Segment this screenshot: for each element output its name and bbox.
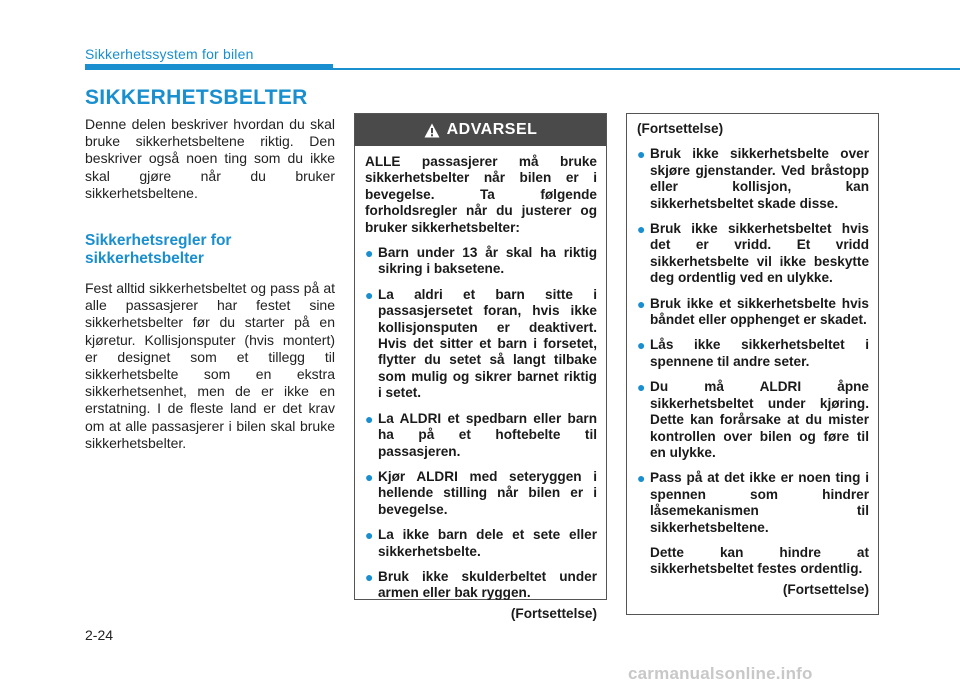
header-accent-bar [85,64,333,70]
warning-list [365,245,597,602]
watermark: carmanualsonline.info [628,664,813,683]
list-item: ● Barn under 13 år skal ha riktig sikring i baksetene. [365,245,597,277]
list-item: ● Bruk ikke sikkerhetsbelte over skjøre gjenstander. Ved bråstopp eller kollisjon, kan sikkerhetsbeltet skade disse. [637,146,869,211]
warning-box [354,113,607,621]
list-item: ● La ALDRI et spedbarn eller barn ha på et hoftebelte til passasjeren. [365,410,597,459]
list-item: ● Bruk ikke et sikkerhetsbelte hvis båndet eller opphenget er skadet. [637,295,869,328]
section-title: SIKKERHETSBELTER [85,86,308,109]
list-item: ● Pass på at det ikke er noen ting i spennen som hindrer låsemekanismen til sikkerhetsbeltene. [637,470,869,535]
bullet-icon: ● [637,221,646,238]
list-item: ● Kjør ALDRI med seteryggen i hellende stilling når bilen er i bevegelse. [365,468,597,517]
body-paragraph: Fest alltid sikkerhetsbeltet og pass på at alle passasjerer har festet sine sikkerhetsbelter før du starter på en kjøretur. Kollisjonsputer (hvis montert) er designet som et tillegg til sikkerhetsbelte som en ekstra sikkerhetsenhet, men de er ikke en erstatning. I de fleste land er det krav om at alle passasjerer i bilen skal bruke sikkerhetsbelter. [85,280,335,451]
continued-note: Dette kan hindre at sikkerhetsbeltet festes ordentlig. [650,544,869,577]
warning-intro: ALLE passasjerer må bruke sikkerhetsbelter når bilen er i bevegelse. Ta følgende forholdsregler når du justerer og bruker sikkerhetsbelter: [365,154,597,235]
warning-icon [424,123,440,138]
bullet-icon: ● [365,527,374,544]
bullet-icon: ● [637,470,646,487]
bullet-icon: ● [637,379,646,396]
intro-paragraph: Denne delen beskriver hvordan du skal bruke sikkerhetsbeltene riktig. Den beskriver også noen ting som du ikke skal gjøre når du bruker sikkerhetsbeltene. [85,116,335,201]
bullet-icon: ● [365,568,374,585]
left-column [85,116,335,452]
bullet-icon: ● [365,245,374,262]
list-item: ● La aldri et barn sitte i passasjersetet foran, hvis ikke kollisjonsputen er deaktivert. Hvis det sitter et barn i forsetet, flytter du setet så langt tilbake som mulig og sikrer barnet riktig i setet. [365,286,597,401]
list-item: ● Bruk ikke sikkerhetsbeltet hvis det er vridd. Et vridd sikkerhetsbelte vil ikke beskytte deg ordentlig ved en ulykke. [637,221,869,286]
list-item: ● Du må ALDRI åpne sikkerhetsbeltet under kjøring. Dette kan forårsake at du mister kontrollen over bilen og føre til en ulykke. [637,379,869,460]
chapter-title: Sikkerhetssystem for bilen [85,46,254,62]
continued-box [626,113,879,615]
continued-list [637,146,869,536]
continued-label: (Fortsettelse) [782,581,869,597]
warning-header-label: ADVARSEL [446,121,538,138]
page-number: 2-24 [85,627,114,643]
warning-header [355,114,606,146]
list-item: ● La ikke barn dele et sete eller sikkerhetsbelte. [365,527,597,559]
subheading: Sikkerhetsregler for sikkerhetsbelter [85,232,232,268]
list-item: ● Lås ikke sikkerhetsbeltet i spennene til andre seter. [637,337,869,369]
bullet-icon: ● [637,146,646,163]
bullet-icon: ● [637,337,646,354]
bullet-icon: ● [365,286,374,303]
header-rule [333,68,960,70]
bullet-icon: ● [365,410,374,427]
bullet-icon: ● [365,468,374,485]
list-item: ● Bruk ikke skulderbeltet under armen eller bak ryggen. [365,568,597,601]
bullet-icon: ● [637,295,646,312]
continued-label: (Fortsettelse) [510,605,597,621]
continued-heading: (Fortsettelse) [637,121,724,136]
